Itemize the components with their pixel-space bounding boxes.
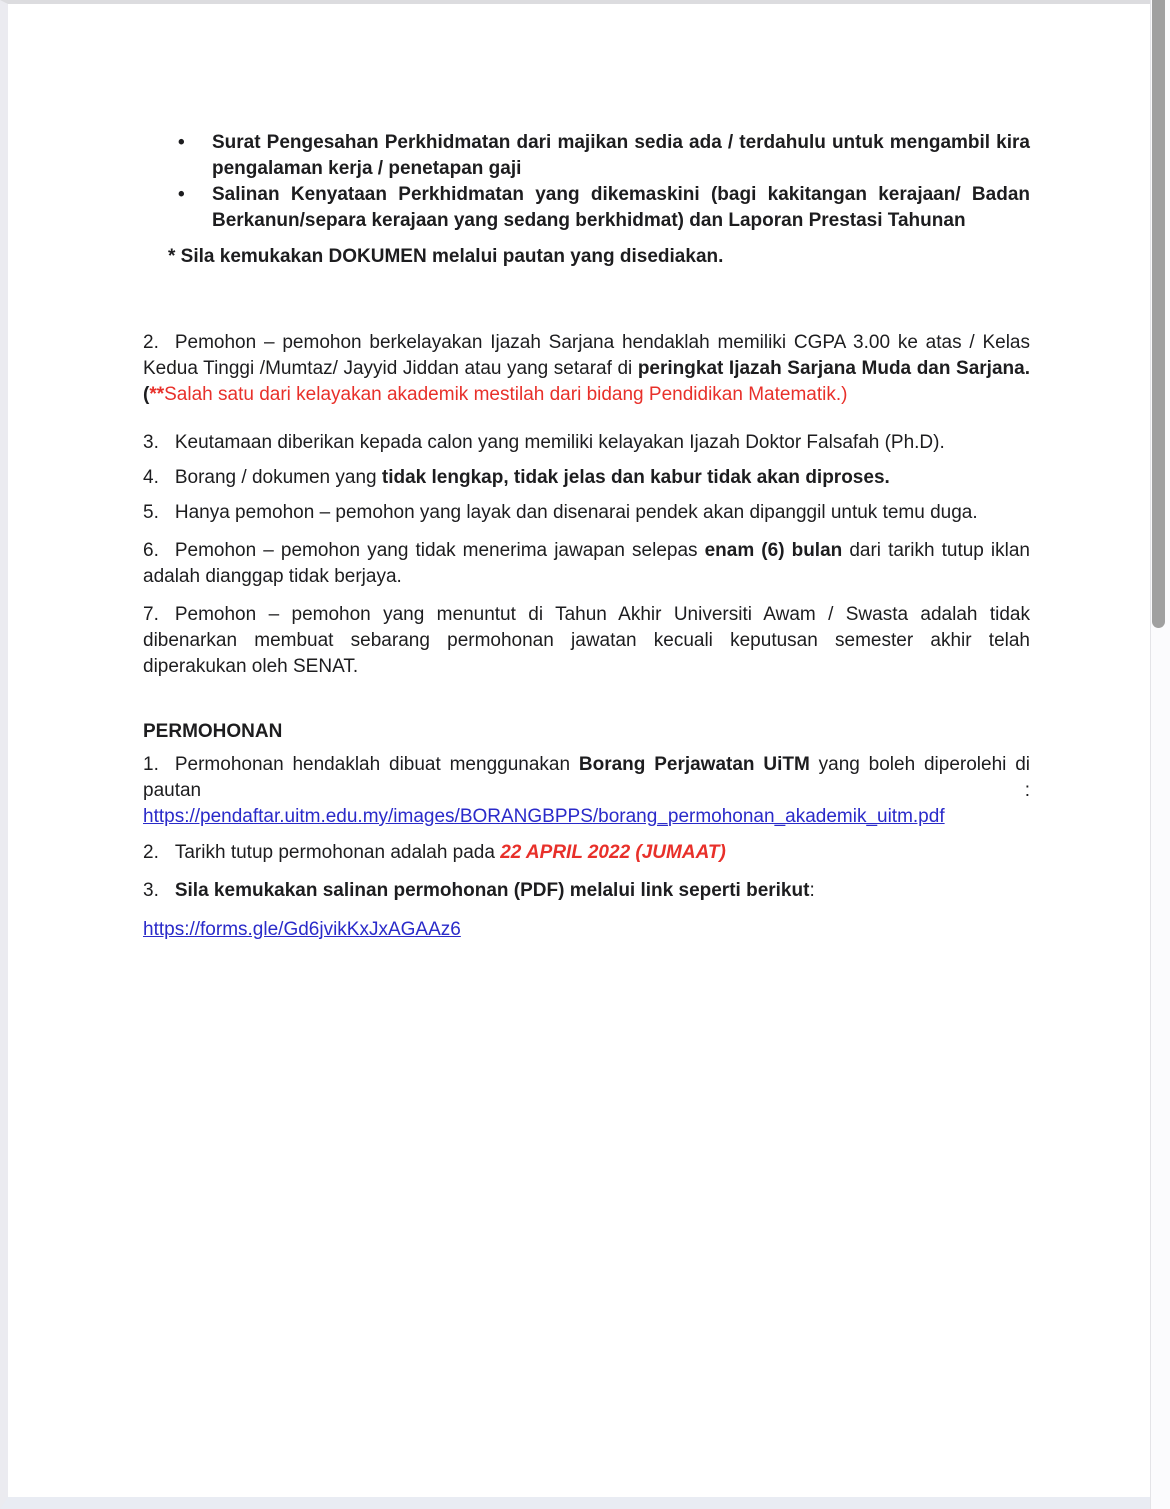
item-number: 7. [143,604,159,625]
right-aligned-colon: : [1024,780,1030,801]
permohonan-item-3 [143,878,1030,904]
paragraph-7 [143,602,1030,680]
item-number: 1. [143,754,159,775]
text-segment: Hanya pemohon – pemohon yang layak dan disenarai pendek akan dipanggil untuk temu duga. [174,502,978,523]
text-segment: dari tarikh tutup iklan adalah dianggap tidak berjaya. [143,540,1030,587]
text-segment: Borang / dokumen yang [174,467,382,488]
link-line [143,917,1030,943]
text-segment: : [809,880,815,901]
bold-segment: tidak lengkap, tidak jelas dan kabur tidak akan diproses. [381,467,890,488]
bold-segment: peringkat Ijazah Sarjana Muda dan Sarjana. ( [143,358,1030,405]
bullet-list [143,130,1030,234]
bold-segment: Borang Perjawatan UiTM [578,754,810,775]
list-item [143,182,1030,234]
bullet-text: Salinan Kenyataan Perkhidmatan yang dikemaskini (bagi kakitangan kerajaan/ Badan Berkanun/separa kerajaan yang sedang berkhidmat) dan Laporan Prestasi Tahunan [212,184,1030,231]
permohonan-item-2 [143,840,1030,866]
permohonan-item-1 [143,752,1030,804]
text-segment: yang boleh diperolehi di pautan [143,754,1030,801]
text-segment: Pemohon – pemohon yang menuntut di Tahun Akhir Universiti Awam / Swasta adalah tidak dibenarkan membuat sebarang permohonan jawatan kecuali keputusan semester akhir telah diperakukan oleh SENAT. [143,604,1030,677]
paragraph-3 [143,430,1030,456]
paragraph-4 [143,465,1030,491]
item-number: 4. [143,467,159,488]
note-text: * Sila kemukakan DOKUMEN melalui pautan yang disediakan. [168,246,724,267]
item-number: 5. [143,502,159,523]
bullet-text: Surat Pengesahan Perkhidmatan dari majikan sedia ada / terdahulu untuk mengambil kira pengalaman kerja / penetapan gaji [212,132,1030,179]
paragraph-2 [143,330,1030,408]
bullet-icon: • [178,132,185,153]
red-asterisks: ** [149,384,165,405]
item-number: 2. [143,332,159,353]
forms-gle-link[interactable]: https://forms.gle/Gd6jvikKxJxAGAAz6 [143,919,461,940]
item-number: 3. [143,880,159,901]
borang-pdf-link[interactable]: https://pendaftar.uitm.edu.my/images/BORANGBPPS/borang_permohonan_akademik_uitm.pdf [143,806,945,827]
closing-date: 22 APRIL 2022 (JUMAAT) [500,842,726,863]
bold-segment: Sila kemukakan salinan permohonan (PDF) melalui link seperti berikut [174,880,810,901]
section-heading: PERMOHONAN [143,721,283,742]
bold-segment: enam (6) bulan [704,540,843,561]
link-line [143,804,1030,830]
item-number: 3. [143,432,159,453]
scrollbar-thumb[interactable] [1152,0,1165,628]
item-number: 6. [143,540,159,561]
paragraph-5 [143,500,1030,526]
item-number: 2. [143,842,159,863]
text-segment: Keutamaan diberikan kepada calon yang memiliki kelayakan Ijazah Doktor Falsafah (Ph.D). [174,432,945,453]
text-segment: Tarikh tutup permohonan adalah pada [174,842,501,863]
list-item [143,130,1030,182]
bullet-icon: • [178,184,185,205]
scrollbar-track[interactable] [1150,0,1170,1509]
text-segment: Pemohon – pemohon berkelayakan Ijazah Sarjana hendaklah memiliki CGPA 3.00 ke atas / Kelas Kedua Tinggi /Mumtaz/ Jayyid Jiddan atau yang setaraf di [143,332,1030,379]
red-segment: Salah satu dari kelayakan akademik mestilah dari bidang Pendidikan Matematik.) [164,384,848,405]
text-segment: Permohonan hendaklah dibuat menggunakan [174,754,579,775]
text-segment: Pemohon – pemohon yang tidak menerima jawapan selepas [174,540,705,561]
paragraph-6 [143,538,1030,590]
